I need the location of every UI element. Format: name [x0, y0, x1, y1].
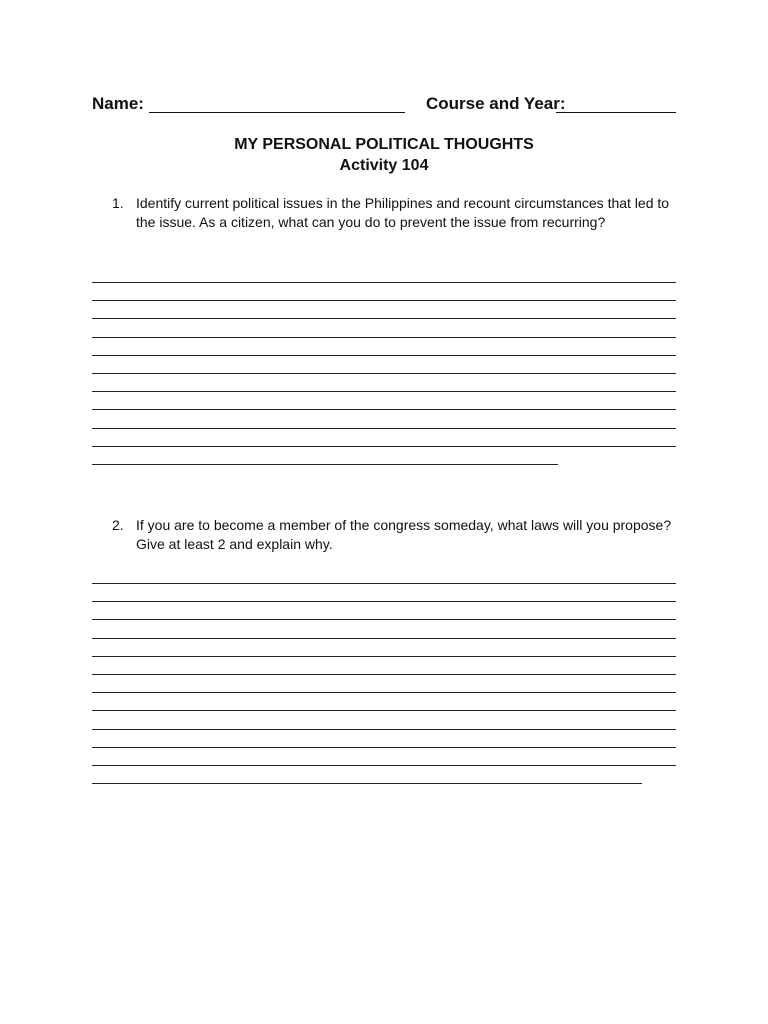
question-number: 2. — [112, 517, 124, 533]
answer-area-1[interactable] — [92, 282, 676, 482]
answer-line[interactable] — [92, 656, 676, 657]
answer-line[interactable] — [92, 674, 676, 675]
activity-subtitle: Activity 104 — [339, 157, 429, 174]
answer-line[interactable] — [92, 464, 558, 465]
answer-line[interactable] — [92, 355, 676, 356]
answer-line[interactable] — [92, 692, 676, 693]
answer-line[interactable] — [92, 409, 676, 410]
answer-line[interactable] — [92, 391, 676, 392]
question-text: Identify current political issues in the Philippines and recount circumstances that led to the issue. As a citizen, what can you do to prevent the issue from recurring? — [136, 195, 670, 230]
name-field[interactable] — [149, 92, 405, 113]
question-1 — [112, 194, 676, 254]
answer-line[interactable] — [92, 318, 676, 319]
answer-line[interactable] — [92, 765, 676, 766]
answer-line[interactable] — [92, 747, 676, 748]
answer-line[interactable] — [92, 619, 676, 620]
question-2 — [112, 516, 676, 556]
answer-area-2[interactable] — [92, 583, 676, 801]
answer-line[interactable] — [92, 282, 676, 283]
course-year-field[interactable] — [556, 92, 676, 113]
course-year-label: Course and Year: — [426, 94, 566, 113]
question-text: If you are to become a member of the congress someday, what laws will you propose? Give at least 2 and explain why. — [136, 517, 672, 552]
page-title: MY PERSONAL POLITICAL THOUGHTS — [234, 136, 534, 153]
answer-line[interactable] — [92, 446, 676, 447]
answer-line[interactable] — [92, 300, 676, 301]
answer-line[interactable] — [92, 337, 676, 338]
answer-line[interactable] — [92, 638, 676, 639]
answer-line[interactable] — [92, 710, 676, 711]
name-label: Name: — [92, 94, 144, 113]
header-line — [92, 92, 678, 118]
answer-line[interactable] — [92, 783, 642, 784]
answer-line[interactable] — [92, 373, 676, 374]
answer-line[interactable] — [92, 729, 676, 730]
answer-line[interactable] — [92, 583, 676, 584]
answer-line[interactable] — [92, 428, 676, 429]
answer-line[interactable] — [92, 601, 676, 602]
question-number: 1. — [112, 195, 124, 211]
